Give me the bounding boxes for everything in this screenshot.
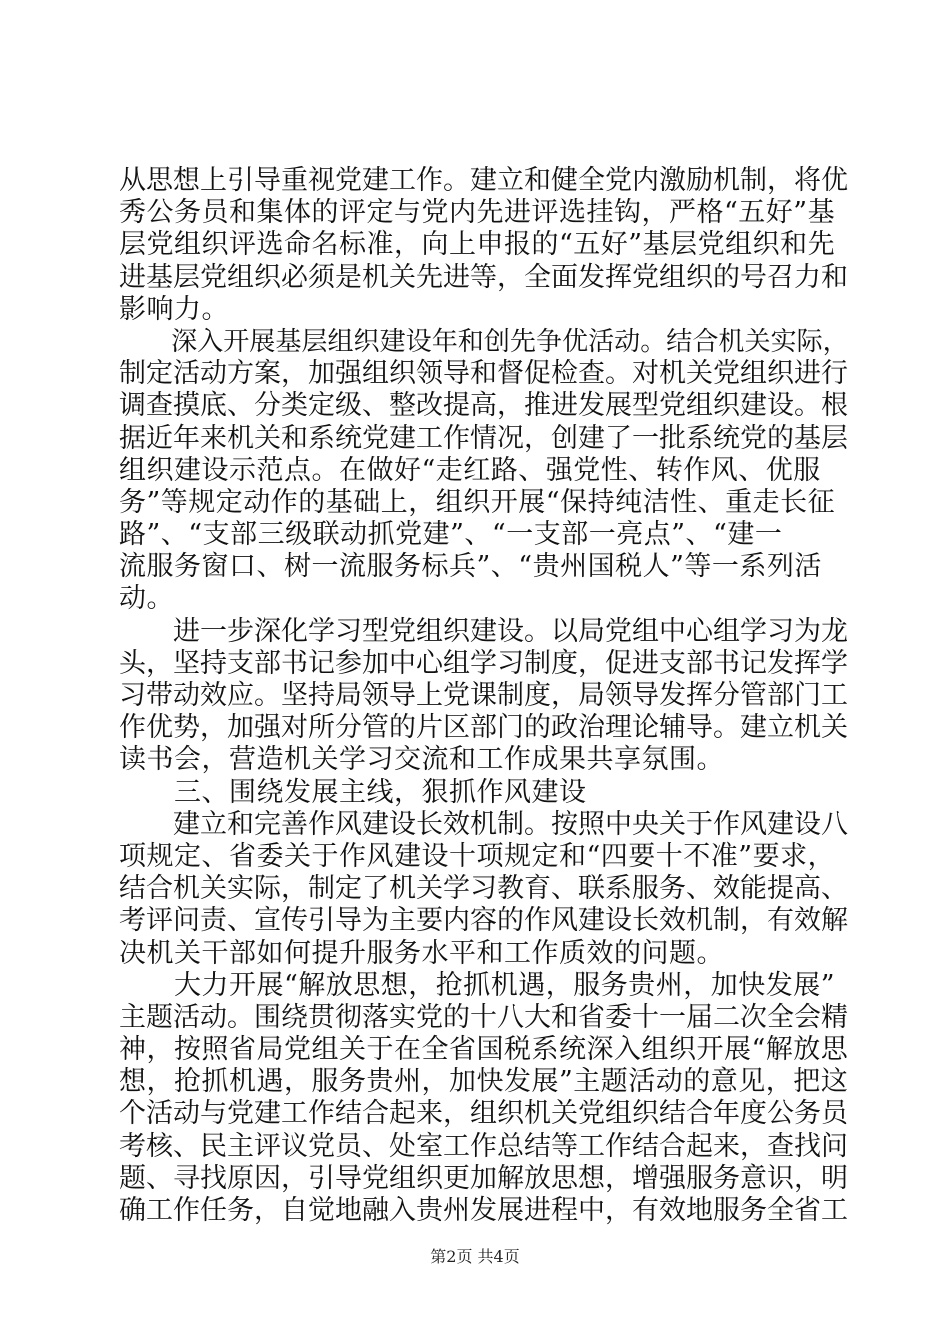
text-line: 秀公务员和集体的评定与党内先进评选挂钩，严格“五好”基 [119, 197, 836, 229]
text-line: 主题活动。围绕贯彻落实党的十八大和省委十一届二次全会精 [119, 1001, 848, 1033]
text-line: 路”、“支部三级联动抓党建”、“一支部一亮点”、“建一 [119, 519, 783, 551]
text-line: 习带动效应。坚持局领导上党课制度，局领导发挥分管部门工 [119, 680, 848, 711]
text-line: 作优势，加强对所分管的片区部门的政治理论辅导。建立机关 [119, 712, 848, 744]
text-line: 题、寻找原因，引导党组织更加解放思想，增强服务意识，明 [119, 1162, 848, 1194]
text-line: 三、围绕发展主线，狠抓作风建设 [119, 776, 587, 808]
text-line: 调查摸底、分类定级、整改提高，推进发展型党组织建设。根 [119, 390, 848, 422]
text-line: 组织建设示范点。在做好“走红路、强党性、转作风、优服 [119, 454, 821, 486]
text-line: 深入开展基层组织建设年和创先争优活动。结合机关实际， [119, 326, 849, 357]
text-line: 大力开展“解放思想，抢抓机遇，服务贵州，加快发展” [119, 969, 836, 1001]
text-line: 动。 [119, 583, 174, 615]
text-line: 影响力。 [119, 293, 229, 325]
text-line: 个活动与党建工作结合起来，组织机关党组织结合年度公务员 [119, 1098, 848, 1130]
text-line: 考评问责、宣传引导为主要内容的作风建设长效机制，有效解 [119, 905, 848, 937]
text-line: 想，抢抓机遇，服务贵州，加快发展”主题活动的意见，把这 [119, 1066, 849, 1098]
text-line: 进一步深化学习型党组织建设。以局党组中心组学习为龙 [119, 615, 848, 647]
text-line: 务”等规定动作的基础上，组织开展“保持纯洁性、重走长征 [119, 486, 836, 518]
text-line: 据近年来机关和系统党建工作情况，创建了一批系统党的基层 [119, 422, 848, 454]
text-line: 流服务窗口、树一流服务标兵”、“贵州国税人”等一系列活 [119, 551, 822, 583]
text-line: 制定活动方案，加强组织领导和督促检查。对机关党组织进行 [119, 358, 848, 390]
text-line: 神，按照省局党组关于在全省国税系统深入组织开展“解放思 [119, 1034, 849, 1066]
text-line: 决机关干部如何提升服务水平和工作质效的问题。 [119, 937, 724, 969]
page-number-footer: 第2页 共4页 [430, 1247, 520, 1266]
text-line: 建立和完善作风建设长效机制。按照中央关于作风建设八 [119, 808, 848, 840]
text-line: 结合机关实际，制定了机关学习教育、联系服务、效能提高、 [119, 873, 848, 905]
text-line: 进基层党组织必须是机关先进等，全面发挥党组织的号召力和 [119, 261, 848, 293]
text-line: 读书会，营造机关学习交流和工作成果共享氛围。 [119, 744, 724, 776]
text-line: 头，坚持支部书记参加中心组学习制度，促进支部书记发挥学 [119, 647, 848, 679]
document-body [119, 165, 849, 1227]
text-line: 确工作任务，自觉地融入贵州发展进程中，有效地服务全省工 [119, 1195, 848, 1226]
text-line: 考核、民主评议党员、处室工作总结等工作结合起来，查找问 [119, 1130, 848, 1162]
text-line: 从思想上引导重视党建工作。建立和健全党内激励机制，将优 [119, 165, 848, 196]
text-line: 项规定、省委关于作风建设十项规定和“四要十不准”要求， [119, 840, 836, 872]
text-line: 层党组织评选命名标准，向上申报的“五好”基层党组织和先 [119, 229, 836, 261]
